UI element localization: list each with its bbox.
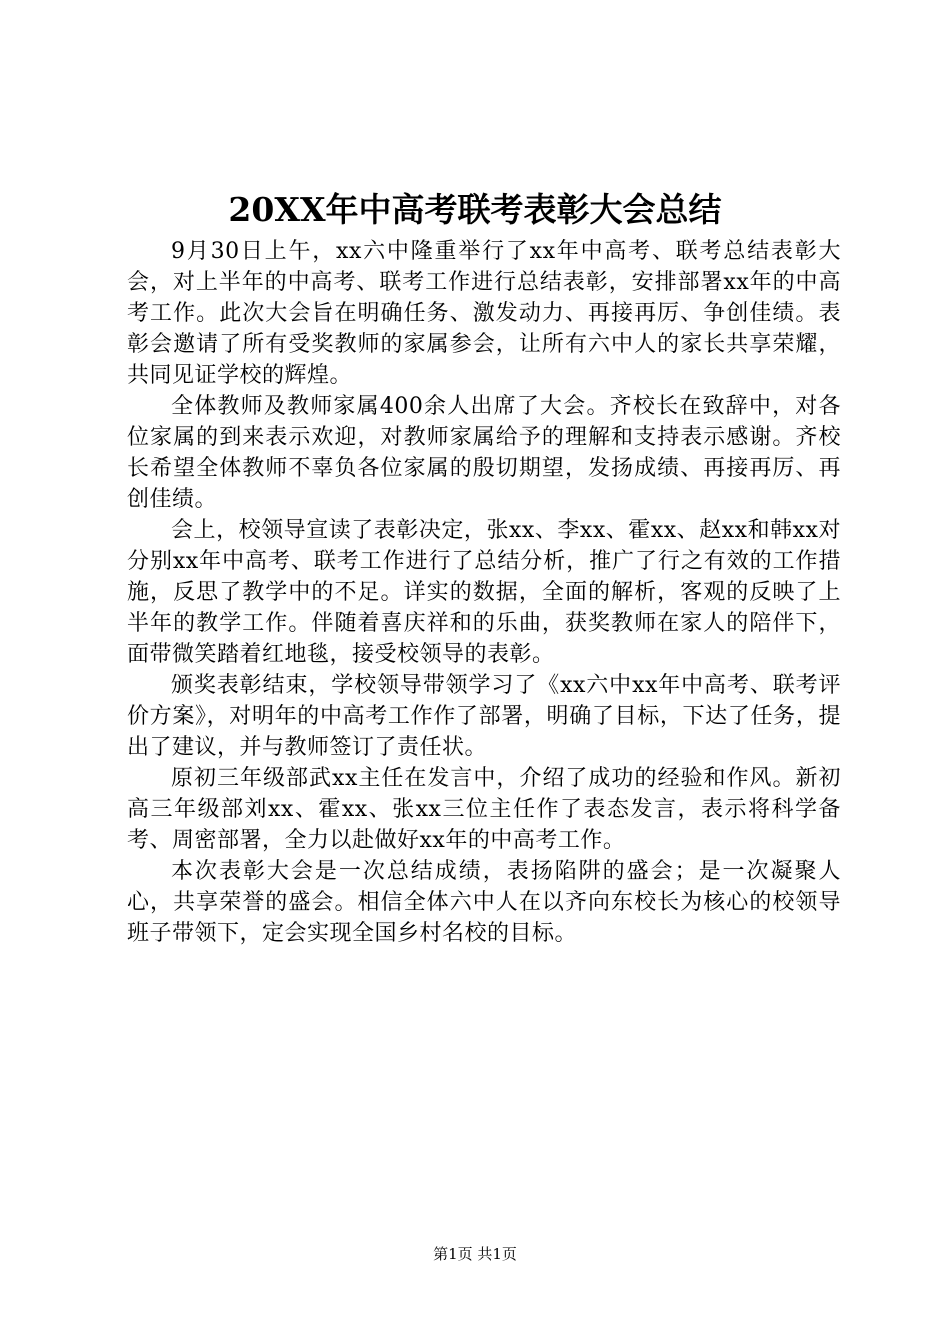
paragraph-4: 颁奖表彰结束，学校领导带领学习了《xx六中xx年中高考、联考评价方案》，对明年的中高考工作作了部署，明确了目标，下达了任务，提出了建议，并与教师签订了责任状。 (127, 673, 841, 760)
page-number-footer: 第1页 共1页 (433, 1245, 517, 1263)
paragraph-5: 原初三年级部武xx主任在发言中，介绍了成功的经验和作风。新初高三年级部刘xx、霍xx、张xx三位主任作了表态发言，表示将科学备考、周密部署，全力以赴做好xx年的中高考工作。 (127, 766, 841, 853)
document-title: 20XX年中高考联考表彰大会总结 (228, 190, 722, 229)
paragraph-1: 9月30日上午，xx六中隆重举行了xx年中高考、联考总结表彰大会，对上半年的中高考、联考工作进行总结表彰，安排部署xx年的中高考工作。此次大会旨在明确任务、激发动力、再接再厉、争创佳绩。表彰会邀请了所有受奖教师的家属参会，让所有六中人的家长共享荣耀，共同见证学校的辉煌。 (127, 239, 841, 388)
paragraph-6: 本次表彰大会是一次总结成绩，表扬陷阱的盛会；是一次凝聚人心，共享荣誉的盛会。相信全体六中人在以齐向东校长为核心的校领导班子带领下，定会实现全国乡村名校的目标。 (127, 859, 841, 946)
paragraph-2: 全体教师及教师家属400余人出席了大会。齐校长在致辞中，对各位家属的到来表示欢迎，对教师家属给予的理解和支持表示感谢。齐校长希望全体教师不辜负各位家属的殷切期望，发扬成绩、再接再厉、再创佳绩。 (127, 394, 841, 512)
document-body (127, 236, 841, 949)
paragraph-3: 会上，校领导宣读了表彰决定，张xx、李xx、霍xx、赵xx和韩xx对分别xx年中高考、联考工作进行了总结分析，推广了行之有效的工作措施，反思了教学中的不足。详实的数据，全面的解析，客观的反映了上半年的教学工作。伴随着喜庆祥和的乐曲，获奖教师在家人的陪伴下，面带微笑踏着红地毯，接受校领导的表彰。 (127, 518, 841, 667)
